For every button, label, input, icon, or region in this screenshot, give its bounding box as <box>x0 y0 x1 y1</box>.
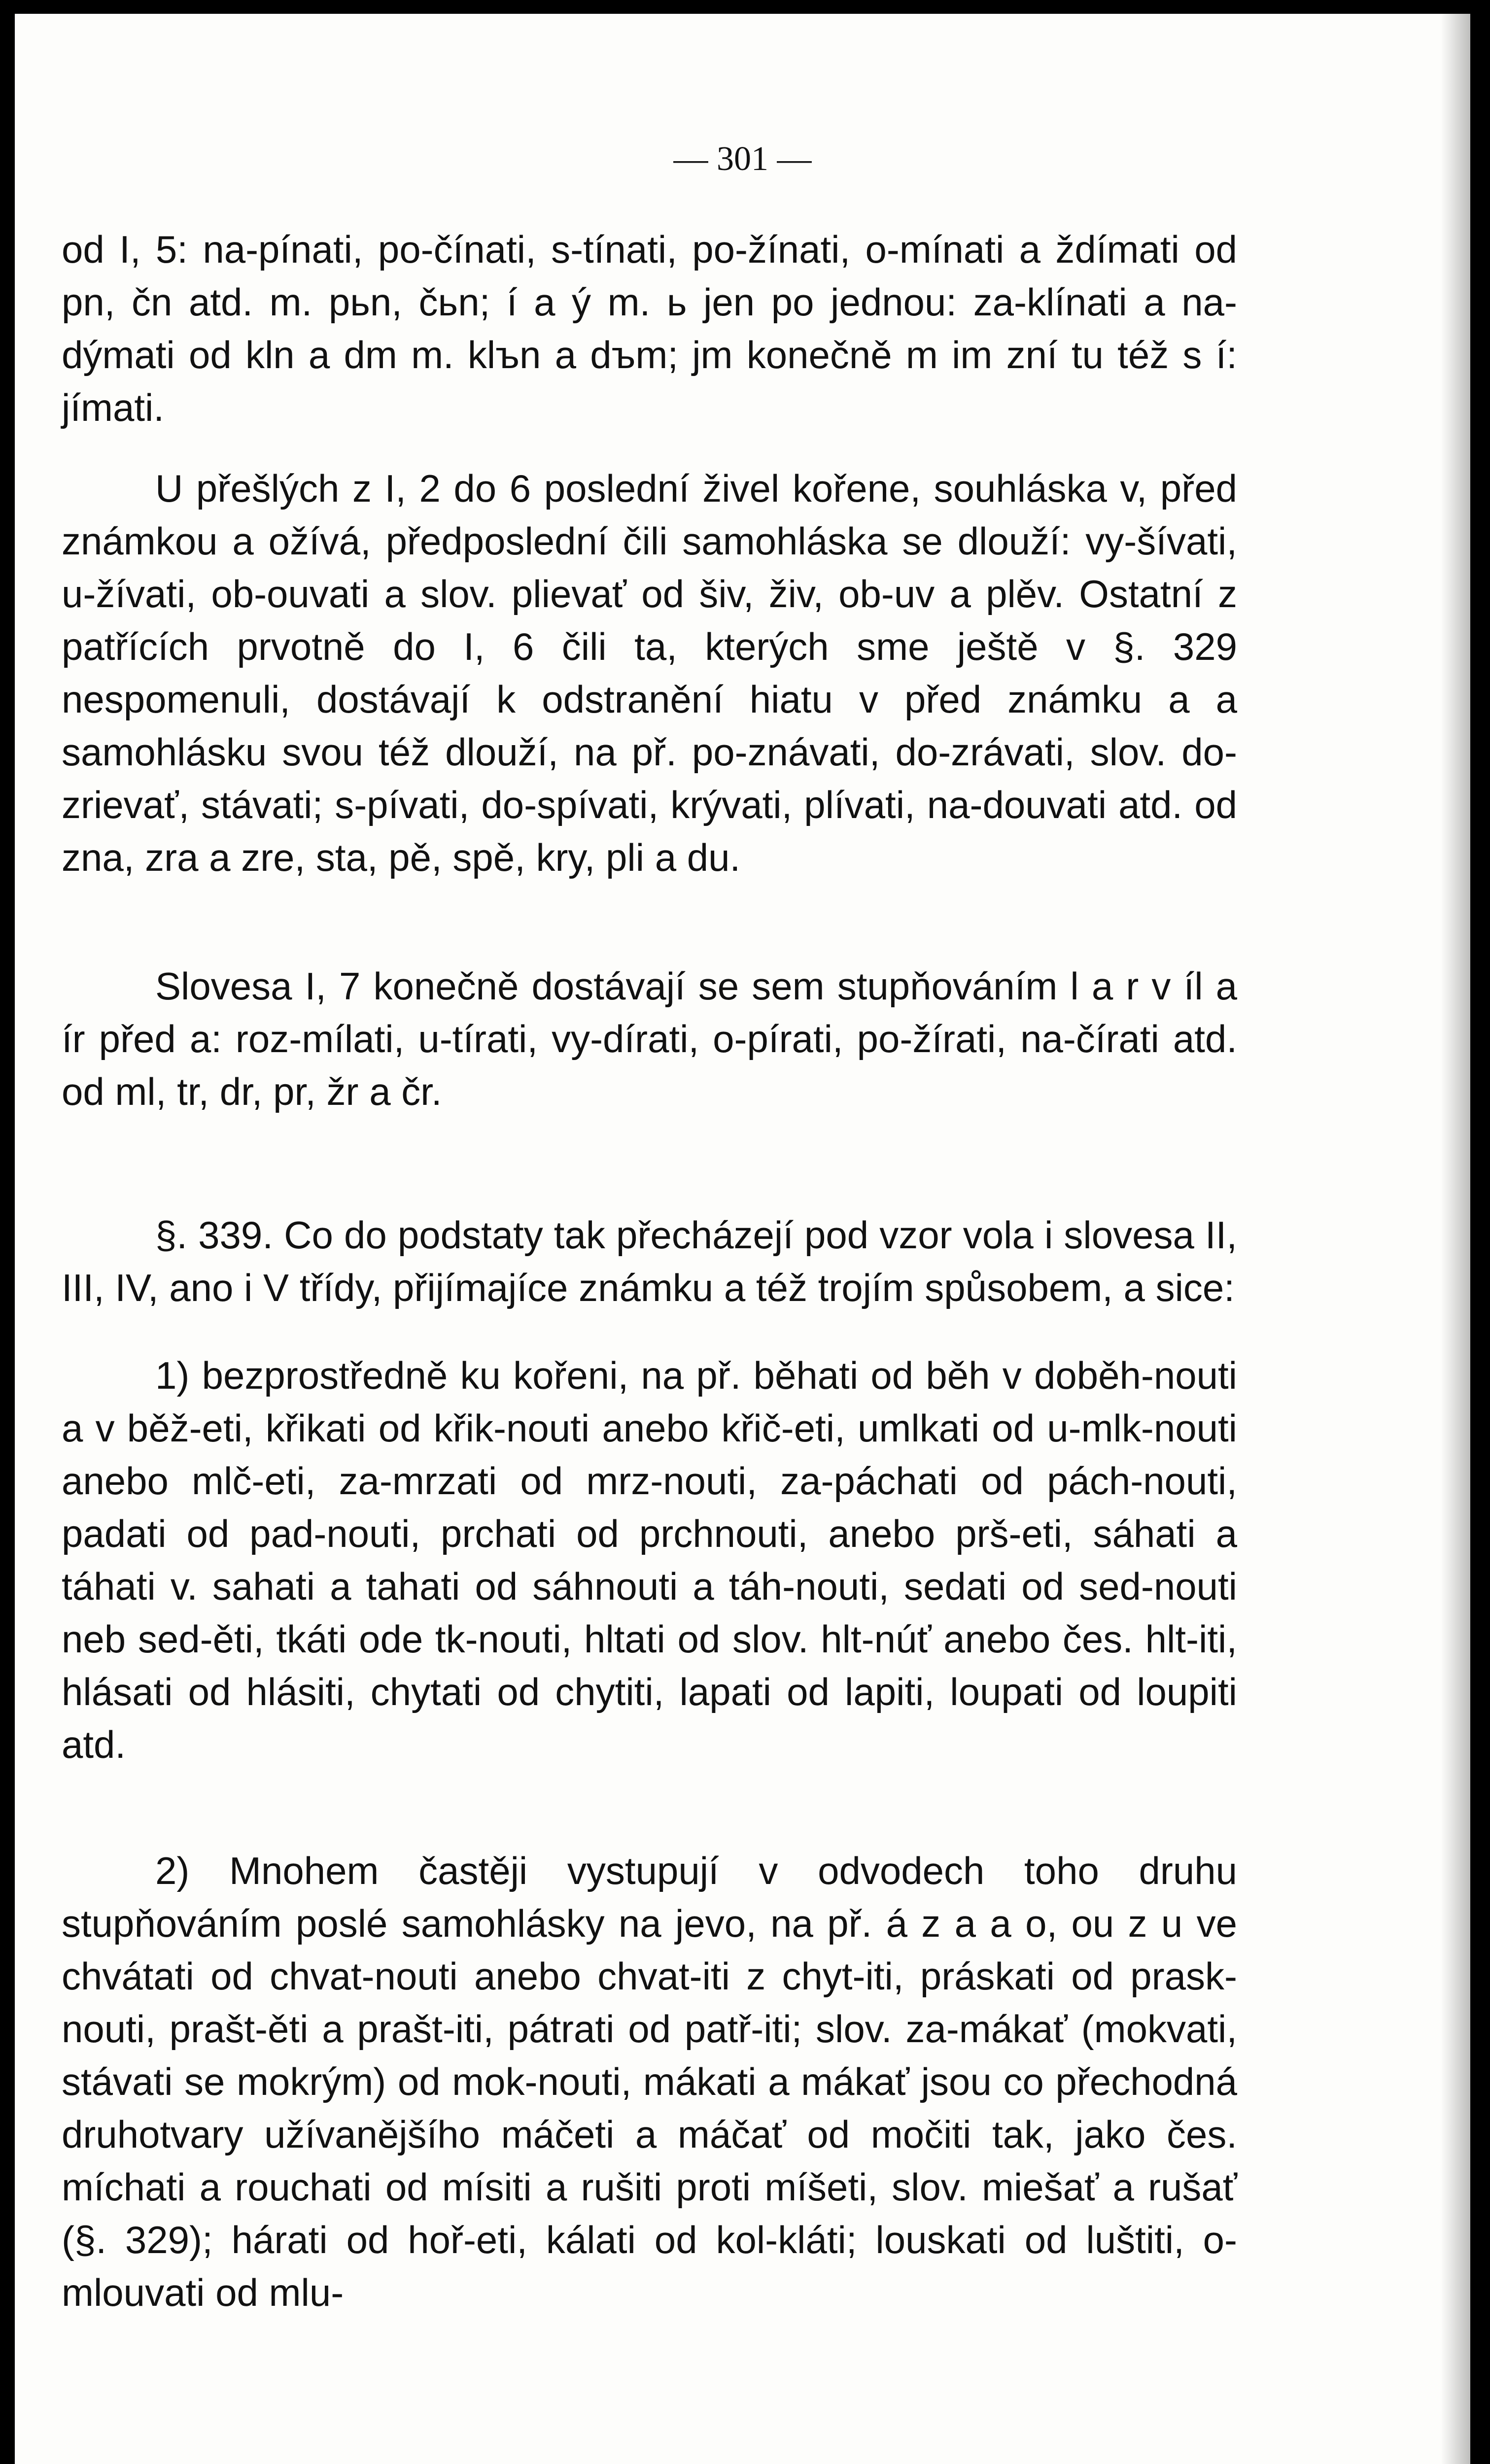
paragraph-6-item-2: 2) Mnohem častěji vystupují v odvodech toho druhu stupňováním poslé samohlásky na jevo, na př. á z a a o, ou z u ve chvátati od chvat-nouti anebo chvat-iti z chyt-iti, práskati od prask-nouti, prašt-ěti a prašt-iti, pátrati od patř-iti; slov. za-mákať (mokvati, stávati se mokrým) od mok-nouti, mákati a mákať jsou co přechodná druhotvary užívanějšího máčeti a máčať od močiti tak, jako čes. míchati a rouchati od mísiti a rušiti proti míšeti, slov. miešať a rušať (§. 329); hárati od hoř-eti, kálati od kol-kláti; louskati od luštiti, o-mlouvati od mlu- <box>62 1849 1237 2314</box>
page-number: — 301 — <box>673 140 812 178</box>
page-edge-shadow <box>1441 14 1470 2464</box>
paragraph-2: U přešlých z I, 2 do 6 poslední živel kořene, souhláska v, před známkou a ožívá, předposlední čili samohláska se dlouží: vy-šívati, u-žívati, ob-ouvati a slov. plievať od šiv, živ, ob-uv a plěv. Ostatní z patřících prvotně do I, 6 čili ta, kterých sme ještě v §. 329 nespomenuli, dostávají k odstranění hiatu v před známku a a samohlásku svou též dlouží, na př. po-znávati, do-zrávati, slov. do-zrievať, stávati; s-pívati, do-spívati, krývati, plívati, na-douvati atd. od zna, zra a zre, sta, pě, spě, kry, pli a du. <box>62 467 1237 879</box>
paragraph-4-section-339: §. 339. Co do podstaty tak přecházejí pod vzor vola i slovesa II, III, IV, ano i V třídy, přijímajíce známku a též trojím spůsobem, a sice: <box>62 1213 1237 1309</box>
paragraph-5-item-1: 1) bezprostředně ku kořeni, na př. běhati od běh v doběh-nouti a v běž-eti, křikati od křik-nouti anebo křič-eti, umlkati od u-mlk-nouti anebo mlč-eti, za-mrzati od mrz-nouti, za-páchati od pách-nouti, padati od pad-nouti, prchati od prchnouti, anebo prš-eti, sáhati a táhati v. sahati a tahati od sáhnouti a táh-nouti, sedati od sed-nouti neb sed-ěti, tkáti ode tk-nouti, hltati od slov. hlt-núť anebo čes. hlt-iti, hlásati od hlásiti, chytati od chytiti, lapati od lapiti, loupati od loupiti atd. <box>62 1354 1237 1766</box>
book-page <box>15 14 1470 2464</box>
paragraph-3: Slovesa I, 7 konečně dostávají se sem stupňováním l a r v íl a ír před a: roz-mílati, u-tírati, vy-dírati, o-pírati, po-žírati, na-čírati atd. od ml, tr, dr, pr, žr a čr. <box>62 964 1237 1113</box>
paragraph-1: od I, 5: na-pínati, po-čínati, s-tínati, po-žínati, o-mínati a ždímati od pn, čn atd. m. pьn, čьn; í a ý m. ь jen po jednou: za-klínati a na-dýmati od kln a dm m. klъn a dъm; jm konečně m im zní tu též s í: jímati. <box>62 228 1237 429</box>
